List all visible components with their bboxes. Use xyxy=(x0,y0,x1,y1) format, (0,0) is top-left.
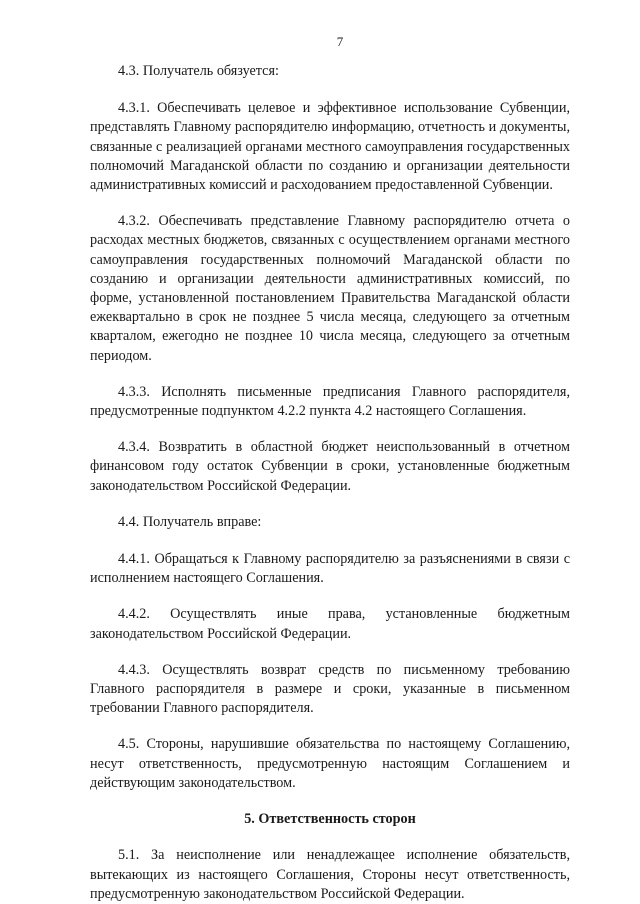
clause-5-1: 5.1. За неисполнение или ненадлежащее исполнение обязательств, вытекающих из настоящего Соглашения, Стороны несут ответственность, предусмотренную законодательством Российской Федерации. xyxy=(90,847,570,902)
clause-4-4-1: 4.4.1. Обращаться к Главному распорядителю за разъяснениями в связи с исполнением настоящего Соглашения. xyxy=(90,551,570,587)
clause-4-3-2: 4.3.2. Обеспечивать представление Главному распорядителю отчета о расходах местных бюджетов, связанных с осуществлением органами местного самоуправления государственных полномочий Магаданской области по созданию и организации деятельности административных комиссий, по форме, установленной постановлением Правительства Магаданской области ежеквартально в срок не позднее 5 числа месяца, следующего за отчетным кварталом, ежегодно не позднее 10 числа месяца, следующего за отчетным периодом. xyxy=(90,213,570,364)
clause-4-4-2: 4.4.2. Осуществлять иные права, установленные бюджетным законодательством Российской Федерации. xyxy=(90,606,570,642)
clause-4-4: 4.4. Получатель вправе: xyxy=(118,513,262,530)
clause-4-3-3: 4.3.3. Исполнять письменные предписания Главного распорядителя, предусмотренные подпунктом 4.2.2 пункта 4.2 настоящего Соглашения. xyxy=(90,383,570,420)
clause-4-5: 4.5. Стороны, нарушившие обязательства по настоящему Соглашению, несут ответственность, предусмотренную настоящим Соглашением и действующим законодательством. xyxy=(90,736,570,791)
clause-4-3-1: 4.3.1. Обеспечивать целевое и эффективное использование Субвенции, представлять Главному распорядителю информацию, отчетность и документы, связанные с реализацией органами местного самоуправления государственных полномочий Магаданской области по созданию и организации деятельности административных комиссий и расходованием предоставленной Субвенции. xyxy=(90,100,570,194)
clause-4-4-3: 4.4.3. Осуществлять возврат средств по письменному требованию Главного распорядителя в размере и сроки, указанные в письменном требовании Главного распорядителя. xyxy=(90,661,570,717)
page-number: 7 xyxy=(336,34,344,49)
clause-4-3-4: 4.3.4. Возвратить в областной бюджет неиспользованный в отчетном финансовом году остаток Субвенции в сроки, установленные бюджетным законодательством Российской Федерации. xyxy=(90,439,570,494)
clause-4-3: 4.3. Получатель обязуется: xyxy=(118,63,279,79)
section-title: 5. Ответственность сторон xyxy=(244,811,416,828)
